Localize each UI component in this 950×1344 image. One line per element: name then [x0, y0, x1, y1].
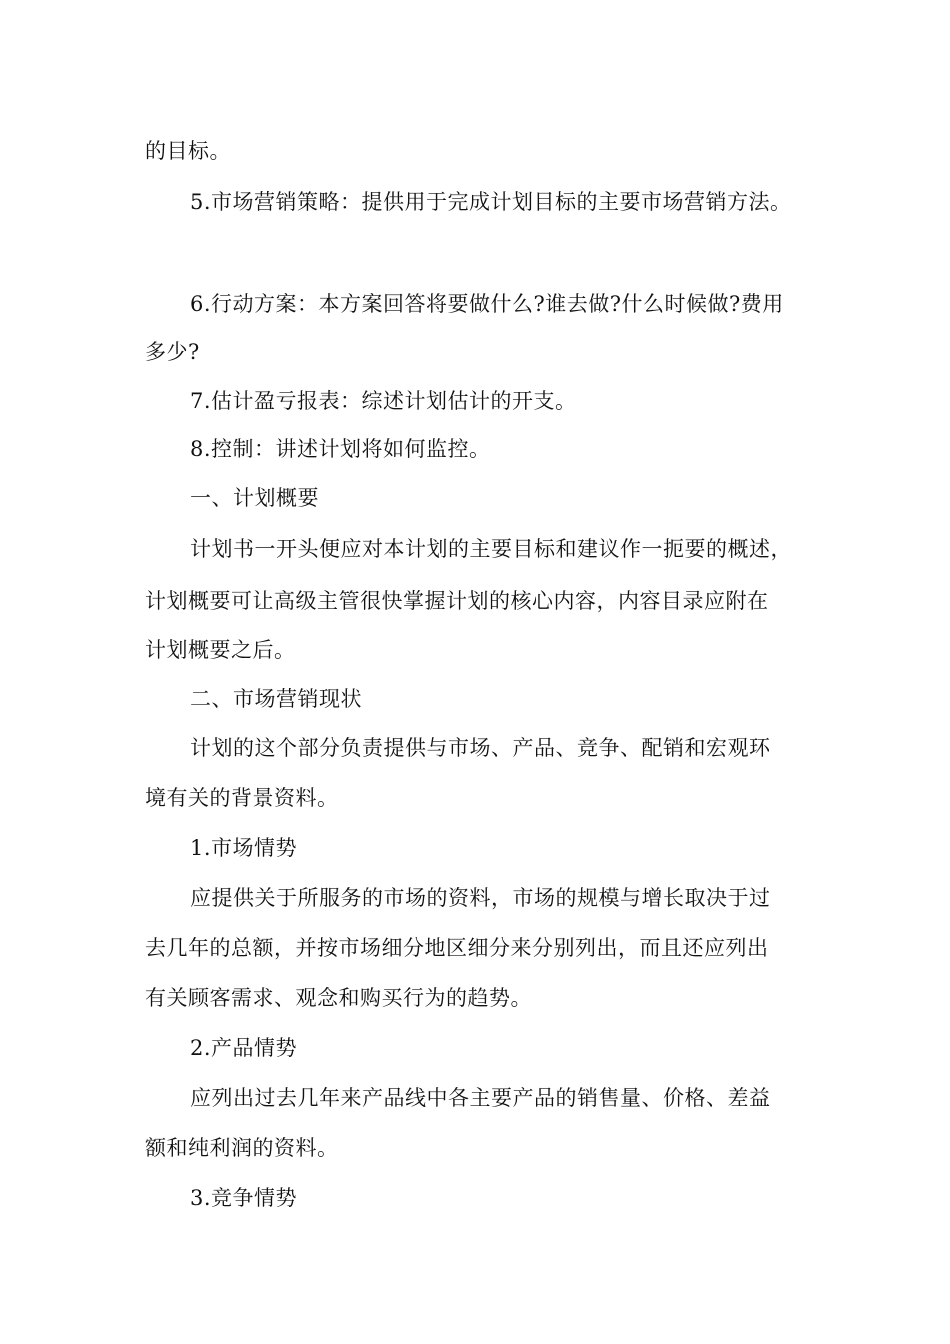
- subsection-heading: 2.产品情势: [190, 1036, 298, 1060]
- text-line: 有关顾客需求、观念和购买行为的趋势。: [145, 986, 532, 1010]
- text-line: 应提供关于所服务的市场的资料，市场的规模与增长取决于过: [190, 886, 771, 910]
- text-line: 应列出过去几年来产品线中各主要产品的销售量、价格、差益: [190, 1086, 771, 1110]
- text-line: 计划概要可让高级主管很快掌握计划的核心内容，内容目录应附在: [145, 589, 769, 613]
- subsection-heading: 3.竞争情势: [190, 1186, 298, 1210]
- text-line: 计划书一开头便应对本计划的主要目标和建议作一扼要的概述，: [190, 537, 792, 561]
- text-line: 额和纯利润的资料。: [145, 1136, 339, 1160]
- text-line: 8.控制：讲述计划将如何监控。: [190, 437, 491, 461]
- text-line: 去几年的总额，并按市场细分地区细分来分别列出，而且还应列出: [145, 936, 769, 960]
- subsection-heading: 1.市场情势: [190, 836, 298, 860]
- text-line: 境有关的背景资料。: [145, 786, 339, 810]
- text-line: 的目标。: [145, 139, 231, 163]
- text-line: 计划的这个部分负责提供与市场、产品、竞争、配销和宏观环: [190, 736, 771, 760]
- text-line: 5.市场营销策略：提供用于完成计划目标的主要市场营销方法。: [190, 190, 792, 214]
- section-heading: 二、市场营销现状: [190, 687, 362, 711]
- text-line: 7.估计盈亏报表：综述计划估计的开支。: [190, 389, 577, 413]
- text-line: 多少?: [145, 340, 200, 364]
- section-heading: 一、计划概要: [190, 486, 319, 510]
- text-line: 6.行动方案：本方案回答将要做什么?谁去做?什么时候做?费用: [190, 292, 784, 316]
- text-line: 计划概要之后。: [145, 638, 296, 662]
